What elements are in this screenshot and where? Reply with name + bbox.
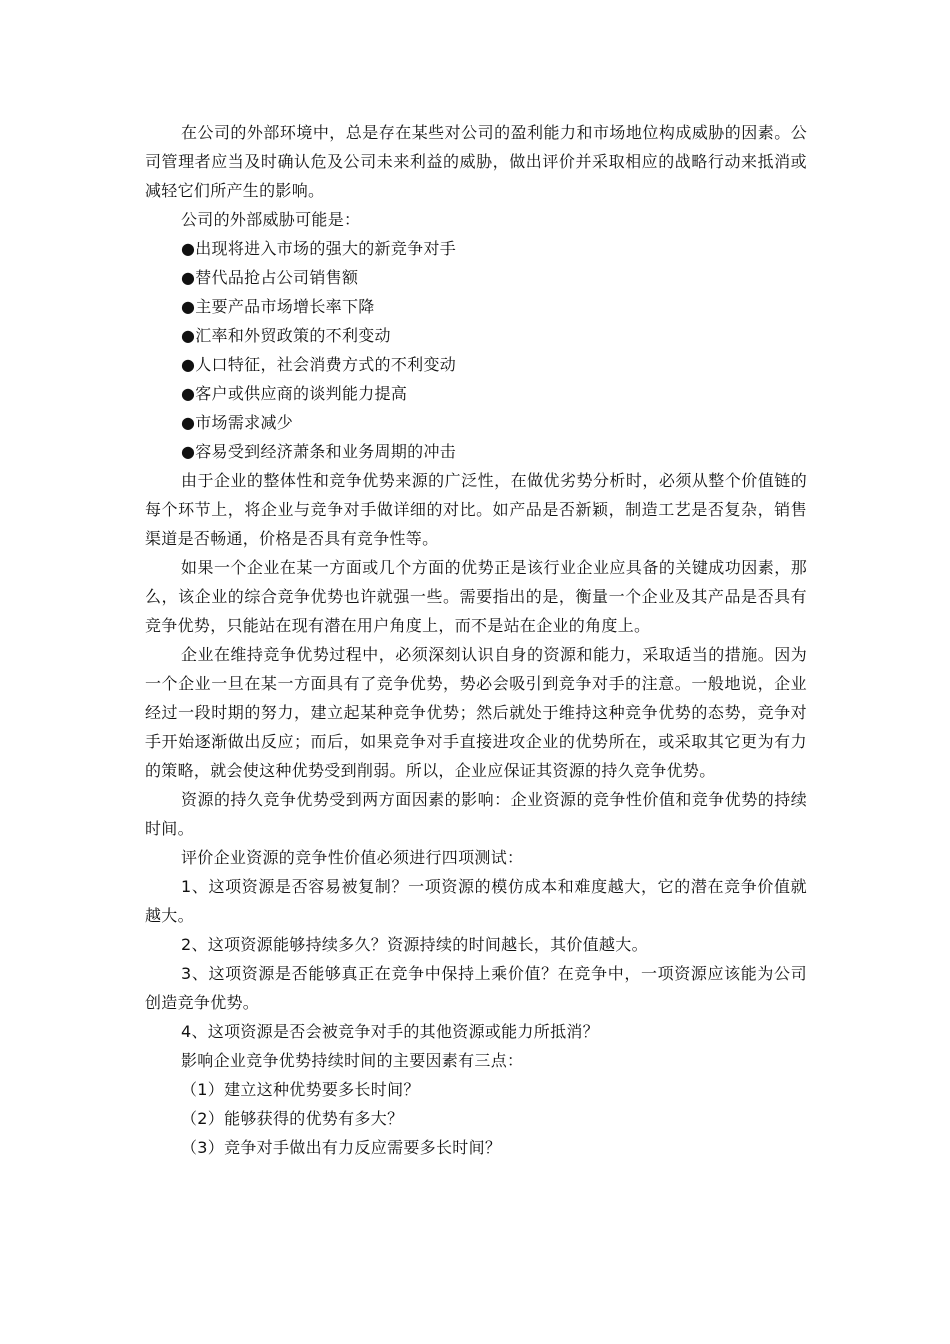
document-body (145, 118, 807, 1162)
numbered-item: 4、这项资源是否会被竞争对手的其他资源或能力所抵消？ (181, 1022, 599, 1041)
numbered-item: 1、这项资源是否容易被复制？一项资源的模仿成本和难度越大，它的潜在竞争价值就越大。 (145, 877, 807, 925)
sub-numbered-item: （2）能够获得的优势有多大？ (181, 1109, 404, 1128)
paragraph-threats-heading: 公司的外部威胁可能是： (181, 210, 361, 229)
paragraph-value-chain: 由于企业的整体性和竞争优势来源的广泛性，在做优劣势分析时，必须从整个价值链的每个环节上，将企业与竞争对手做详细的对比。如产品是否新颖，制造工艺是否复杂，销售渠道是否畅通，价格是否具有竞争性等。 (145, 471, 807, 548)
numbered-item: 3、这项资源是否能够真正在竞争中保持上乘价值？在竞争中，一项资源应该能为公司创造竞争优势。 (145, 964, 807, 1012)
paragraph-maintaining-advantage: 企业在维持竞争优势过程中，必须深刻认识自身的资源和能力，采取适当的措施。因为一个企业一旦在某一方面具有了竞争优势，势必会吸引到竞争对手的注意。一般地说，企业经过一段时期的努力，建立起某种竞争优势；然后就处于维持这种竞争优势的态势，竞争对手开始逐渐做出反应；而后，如果竞争对手直接进攻企业的优势所在，或采取其它更为有力的策略，就会使这种优势受到削弱。所以，企业应保证其资源的持久竞争优势。 (145, 645, 807, 780)
paragraph-lasting-advantage: 资源的持久竞争优势受到两方面因素的影响：企业资源的竞争性价值和竞争优势的持续时间。 (145, 790, 807, 838)
paragraph-four-tests-heading: 评价企业资源的竞争性价值必须进行四项测试： (181, 848, 524, 867)
bullet-item: ●主要产品市场增长率下降 (181, 297, 375, 316)
bullet-item: ●容易受到经济萧条和业务周期的冲击 (181, 442, 457, 461)
bullet-item: ●人口特征，社会消费方式的不利变动 (181, 355, 457, 374)
bullet-item: ●汇率和外贸政策的不利变动 (181, 326, 391, 345)
sub-numbered-item: （1）建立这种优势要多长时间？ (181, 1080, 420, 1099)
sub-numbered-item: （3）竞争对手做出有力反应需要多长时间？ (181, 1138, 502, 1157)
numbered-item: 2、这项资源能够持续多久？资源持续的时间越长，其价值越大。 (181, 935, 648, 954)
bullet-item: ●市场需求减少 (181, 413, 294, 432)
bullet-item: ●出现将进入市场的强大的新竞争对手 (181, 239, 457, 258)
bullet-item: ●替代品抢占公司销售额 (181, 268, 359, 287)
paragraph-key-factors: 如果一个企业在某一方面或几个方面的优势正是该行业企业应具备的关键成功因素，那么，该企业的综合竞争优势也许就强一些。需要指出的是，衡量一个企业及其产品是否具有竞争优势，只能站在现有潜在用户角度上，而不是站在企业的角度上。 (145, 558, 807, 635)
paragraph-duration-factors-heading: 影响企业竞争优势持续时间的主要因素有三点： (181, 1051, 524, 1070)
bullet-item: ●客户或供应商的谈判能力提高 (181, 384, 408, 403)
paragraph-intro: 在公司的外部环境中，总是存在某些对公司的盈利能力和市场地位构成威胁的因素。公司管理者应当及时确认危及公司未来利益的威胁，做出评价并采取相应的战略行动来抵消或减轻它们所产生的影响。 (145, 123, 807, 200)
